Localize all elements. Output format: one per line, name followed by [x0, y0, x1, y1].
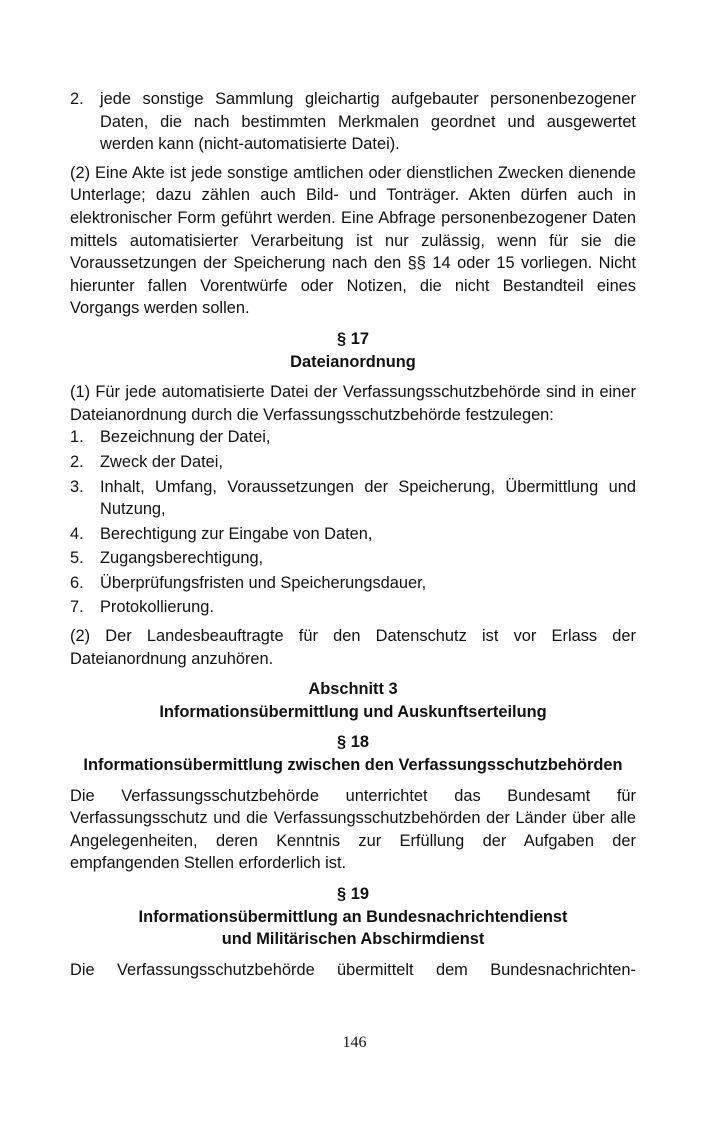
- list-number: 2.: [70, 452, 84, 471]
- list-item: [70, 426, 636, 449]
- section-18-title: Informationsübermittlung zwischen den Verfassungsschutzbehörden: [83, 756, 623, 775]
- list-item: [70, 572, 636, 595]
- list-text: jede sonstige Sammlung gleichartig aufgebauter personenbezogener Daten, die nach bestimmten Merkmalen geordnet und ausgewertet werden kann (nicht-automatisierte Datei).: [100, 90, 636, 154]
- list-number: 4.: [70, 524, 84, 543]
- list-number: 1.: [70, 428, 84, 447]
- section-19-number: § 19: [337, 885, 369, 903]
- list-text: Inhalt, Umfang, Voraussetzungen der Speicherung, Übermittlung und Nutzung,: [100, 477, 636, 519]
- section-18-number: § 18: [337, 733, 369, 752]
- page-number: 146: [342, 1034, 367, 1051]
- intro-list-item-2: [70, 88, 636, 156]
- list-number: 2.: [70, 90, 84, 108]
- section-17-paragraph-2: (2) Der Landesbeauftragte für den Datenschutz ist vor Erlass der Dateianordnung anzuhören.: [70, 627, 636, 668]
- section-17-title: Dateianordnung: [290, 352, 416, 371]
- list-text: Protokollierung.: [100, 598, 214, 617]
- list-number: 3.: [70, 477, 84, 496]
- list-item: [70, 523, 636, 546]
- list-number: 7.: [70, 598, 84, 617]
- section-17-paragraph-1: (1) Für jede automatisierte Datei der Verfassungsschutzbehörde sind in einer Dateianordnung durch die Verfassungsschutzbehörde festzulegen:: [70, 383, 636, 424]
- section-19-title-line-1: Informationsübermittlung an Bundesnachrichtendienst: [138, 907, 568, 926]
- document-page: [70, 88, 636, 981]
- list-text: Überprüfungsfristen und Speicherungsdauer,: [100, 573, 427, 592]
- list-text: Zugangsberechtigung,: [100, 549, 264, 568]
- paragraph-akte-definition: (2) Eine Akte ist jede sonstige amtlichen oder dienstlichen Zwecken dienende Unterlage; dazu zählen auch Bild- und Tonträger. Akten dürfen auch in elektronischer Form geführt werden. Eine Abfrage personenbezogener Daten mittels automatisierter Verarbeitung ist nur zulässig, wenn für sie die Voraussetzungen der Speicherung nach den §§ 14 oder 15 vorliegen. Nicht hierunter fallen Vorentwürfe oder Notizen, die nicht Bestandteil eines Vorgangs werden sollen.: [70, 163, 636, 318]
- list-text: Berechtigung zur Eingabe von Daten,: [100, 524, 373, 543]
- section-17-list: [70, 426, 636, 619]
- list-text: Zweck der Datei,: [100, 452, 223, 471]
- list-item: [70, 476, 636, 521]
- section-17-number: § 17: [337, 329, 369, 348]
- abschnitt-3-label: Abschnitt 3: [308, 680, 398, 699]
- list-text: Bezeichnung der Datei,: [100, 428, 271, 447]
- list-number: 5.: [70, 549, 84, 568]
- section-19-paragraph-start: Die Verfassungsschutzbehörde übermittelt dem Bundesnachrichten-: [70, 960, 636, 979]
- abschnitt-3-title: Informationsübermittlung und Auskunftserteilung: [159, 702, 547, 721]
- list-number: 6.: [70, 573, 84, 592]
- section-19-title-line-2: und Militärischen Abschirmdienst: [221, 930, 485, 949]
- section-18-paragraph: Die Verfassungsschutzbehörde unterrichtet das Bundesamt für Verfassungsschutz und die Verfassungsschutzbehörden der Länder über alle Angelegenheiten, deren Kenntnis zur Erfüllung der Aufgaben der empfangenden Stellen erforderlich ist.: [70, 786, 636, 873]
- list-item: [70, 547, 636, 570]
- list-item: [70, 451, 636, 474]
- list-item: [70, 596, 636, 619]
